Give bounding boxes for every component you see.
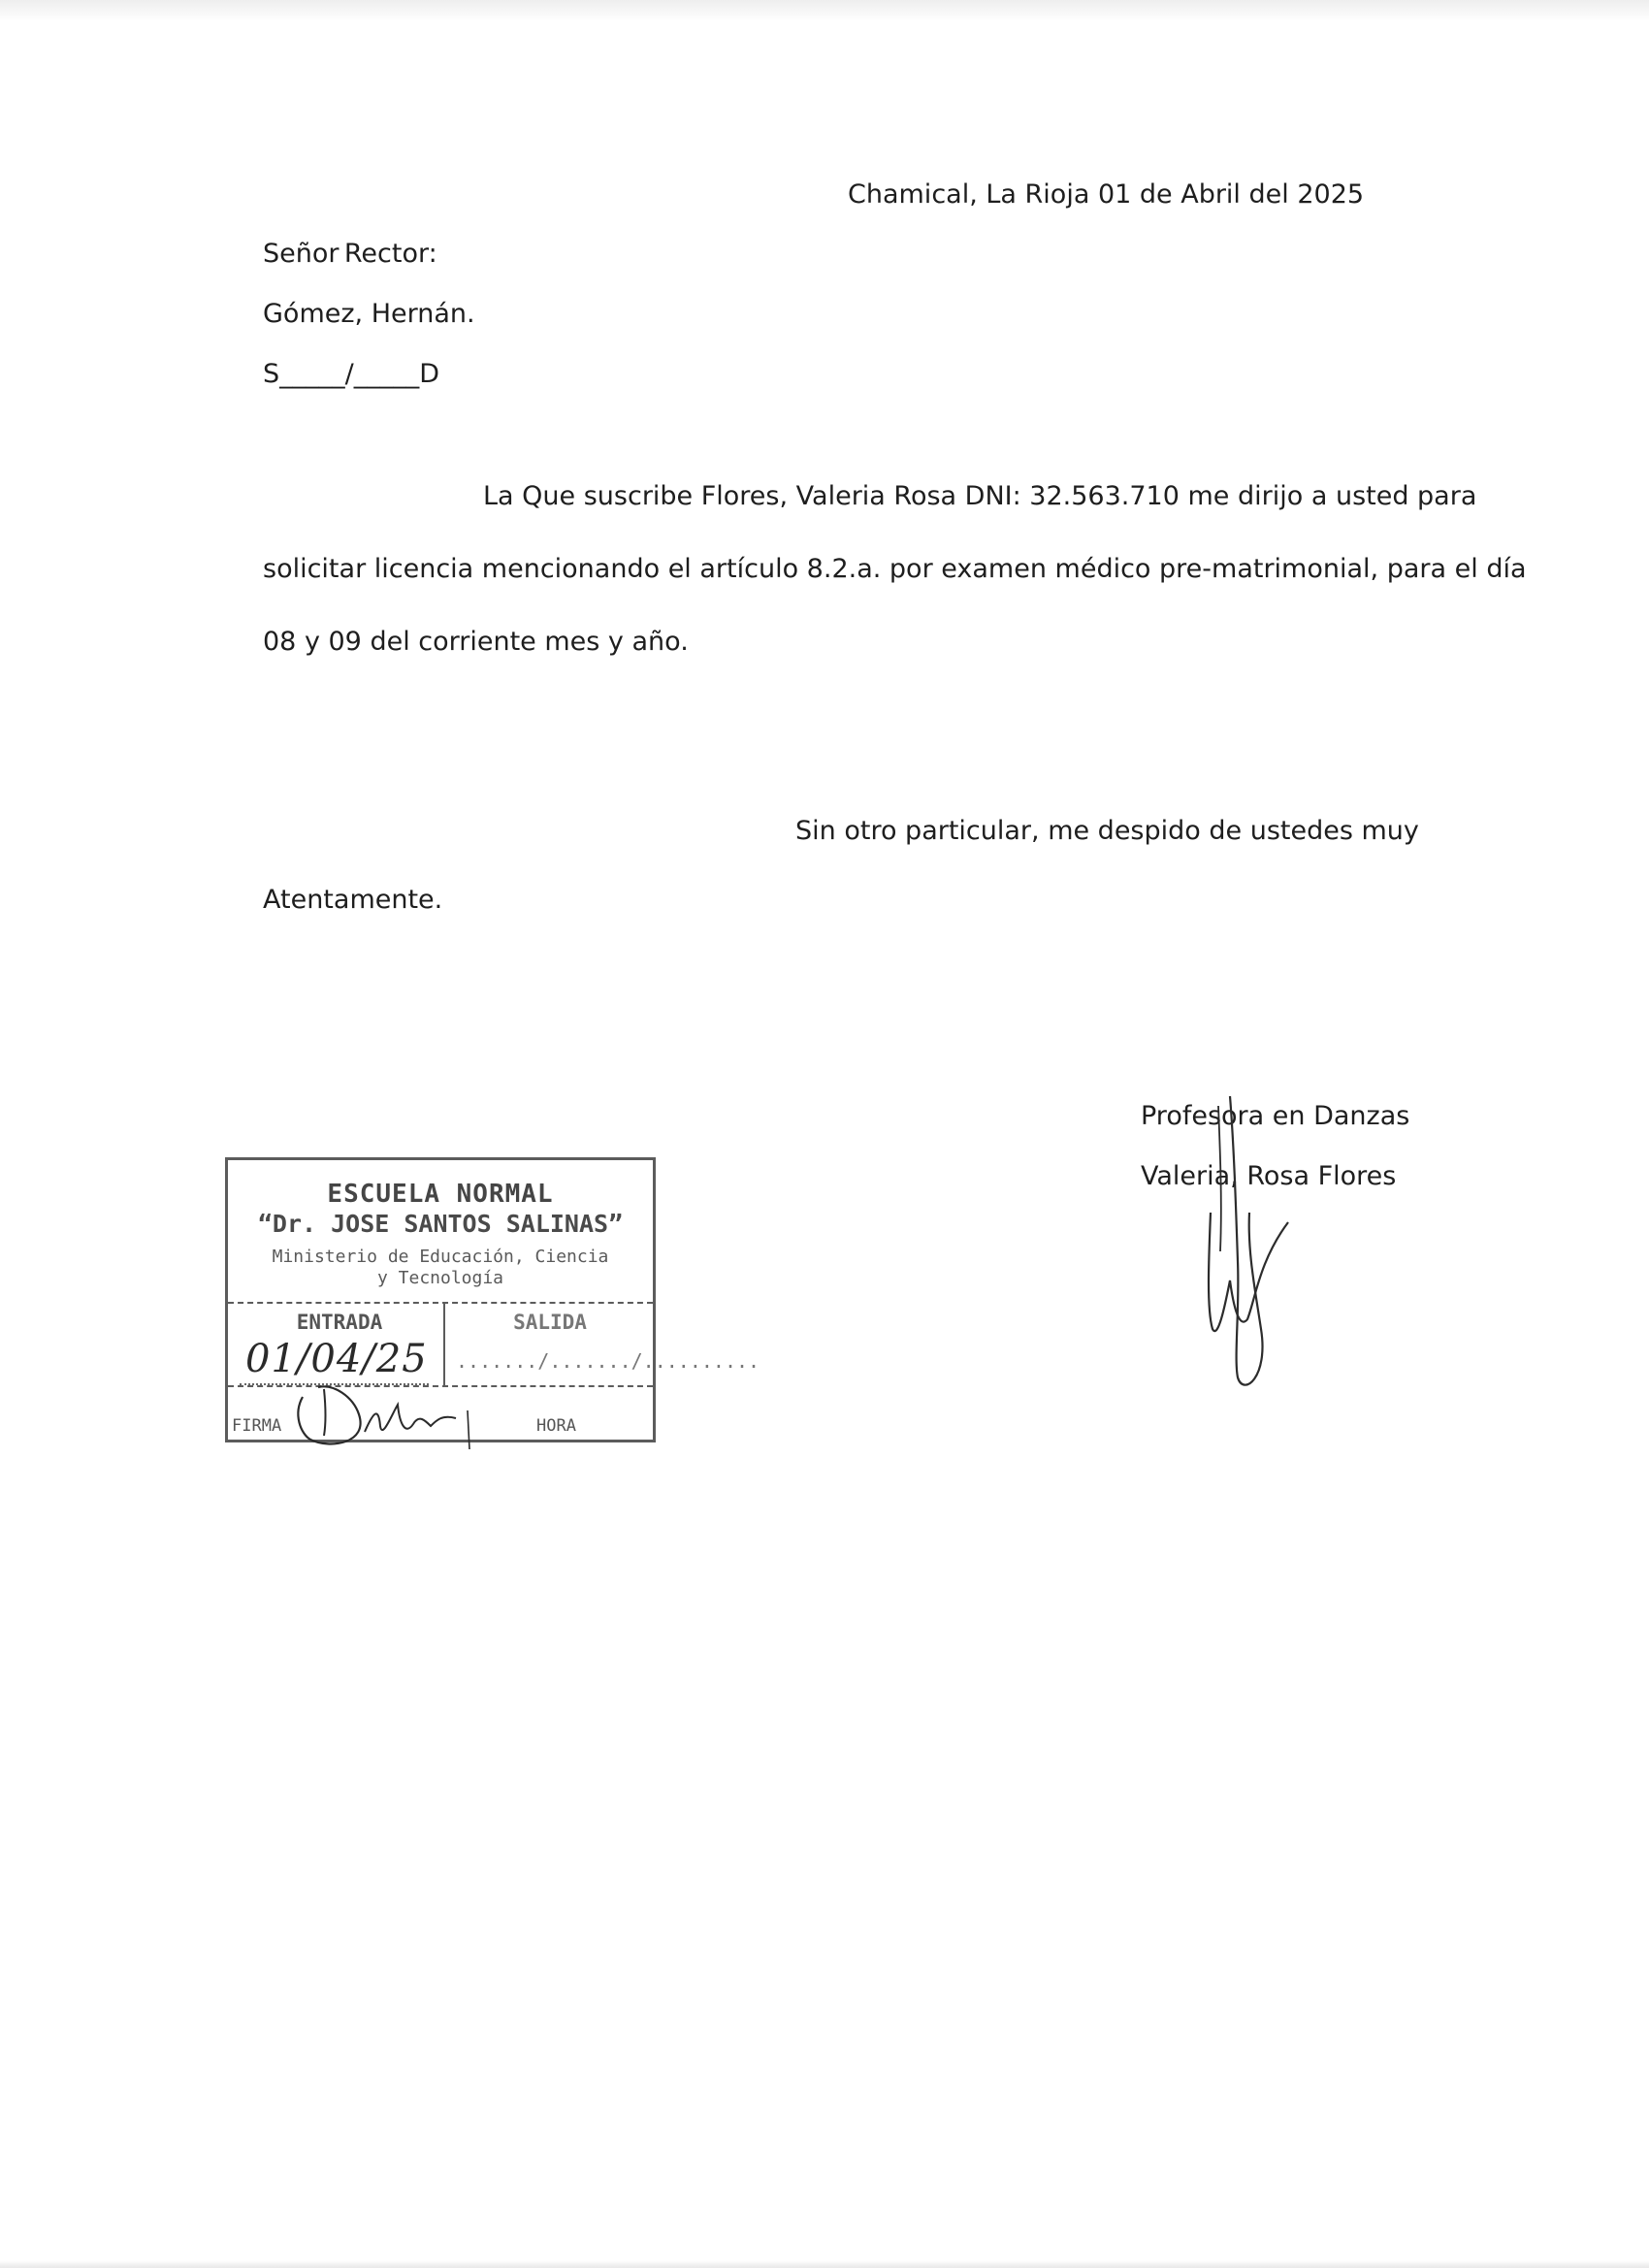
stamp-column-divider — [443, 1302, 445, 1385]
author-signature — [1191, 1086, 1298, 1407]
stamp-entrada-label: ENTRADA — [296, 1311, 383, 1334]
salutation: Señor Rector: — [263, 239, 437, 269]
scan-edge-top — [0, 0, 1649, 21]
body-line-2: solicitar licencia mencionando el artículo 8.2.a. por examen médico pre-matrimonial, para el día — [263, 554, 1527, 584]
receiver-signature — [291, 1376, 485, 1453]
stamp-school: ESCUELA NORMAL — [327, 1180, 554, 1209]
closing-line: Sin otro particular, me despido de ustedes muy — [795, 816, 1419, 846]
closing-word: Atentamente. — [263, 885, 443, 915]
body-line-1: La Que suscribe Flores, Valeria Rosa DNI: 32.563.710 me dirijo a usted para — [483, 481, 1477, 511]
stamp-hora-label: HORA — [536, 1416, 576, 1436]
date-line: Chamical, La Rioja 01 de Abril del 2025 — [848, 179, 1365, 210]
stamp-entrada-date: 01/04/25 — [245, 1337, 428, 1381]
author-name: Valeria, Rosa Flores — [1141, 1161, 1397, 1191]
stamp-ministry-line-2: y Tecnología — [376, 1268, 504, 1288]
author-title: Profesora en Danzas — [1141, 1101, 1410, 1131]
stamp-school-name: “Dr. JOSE SANTOS SALINAS” — [257, 1210, 624, 1238]
sd-abbreviation: S_____/_____D — [263, 359, 440, 389]
stamp-ministry — [228, 1247, 653, 1289]
body-line-3: 08 y 09 del corriente mes y año. — [263, 627, 689, 657]
stamp-salida-date: ......./......./.......... — [456, 1349, 760, 1373]
stamp-ministry-line-1: Ministerio de Educación, Ciencia — [272, 1247, 609, 1267]
scan-edge-bottom — [0, 2260, 1649, 2268]
stamp-firma-label: FIRMA — [232, 1416, 282, 1436]
stamp-divider — [228, 1302, 653, 1304]
recipient-name: Gómez, Hernán. — [263, 299, 475, 329]
stamp-salida-label: SALIDA — [513, 1311, 587, 1334]
